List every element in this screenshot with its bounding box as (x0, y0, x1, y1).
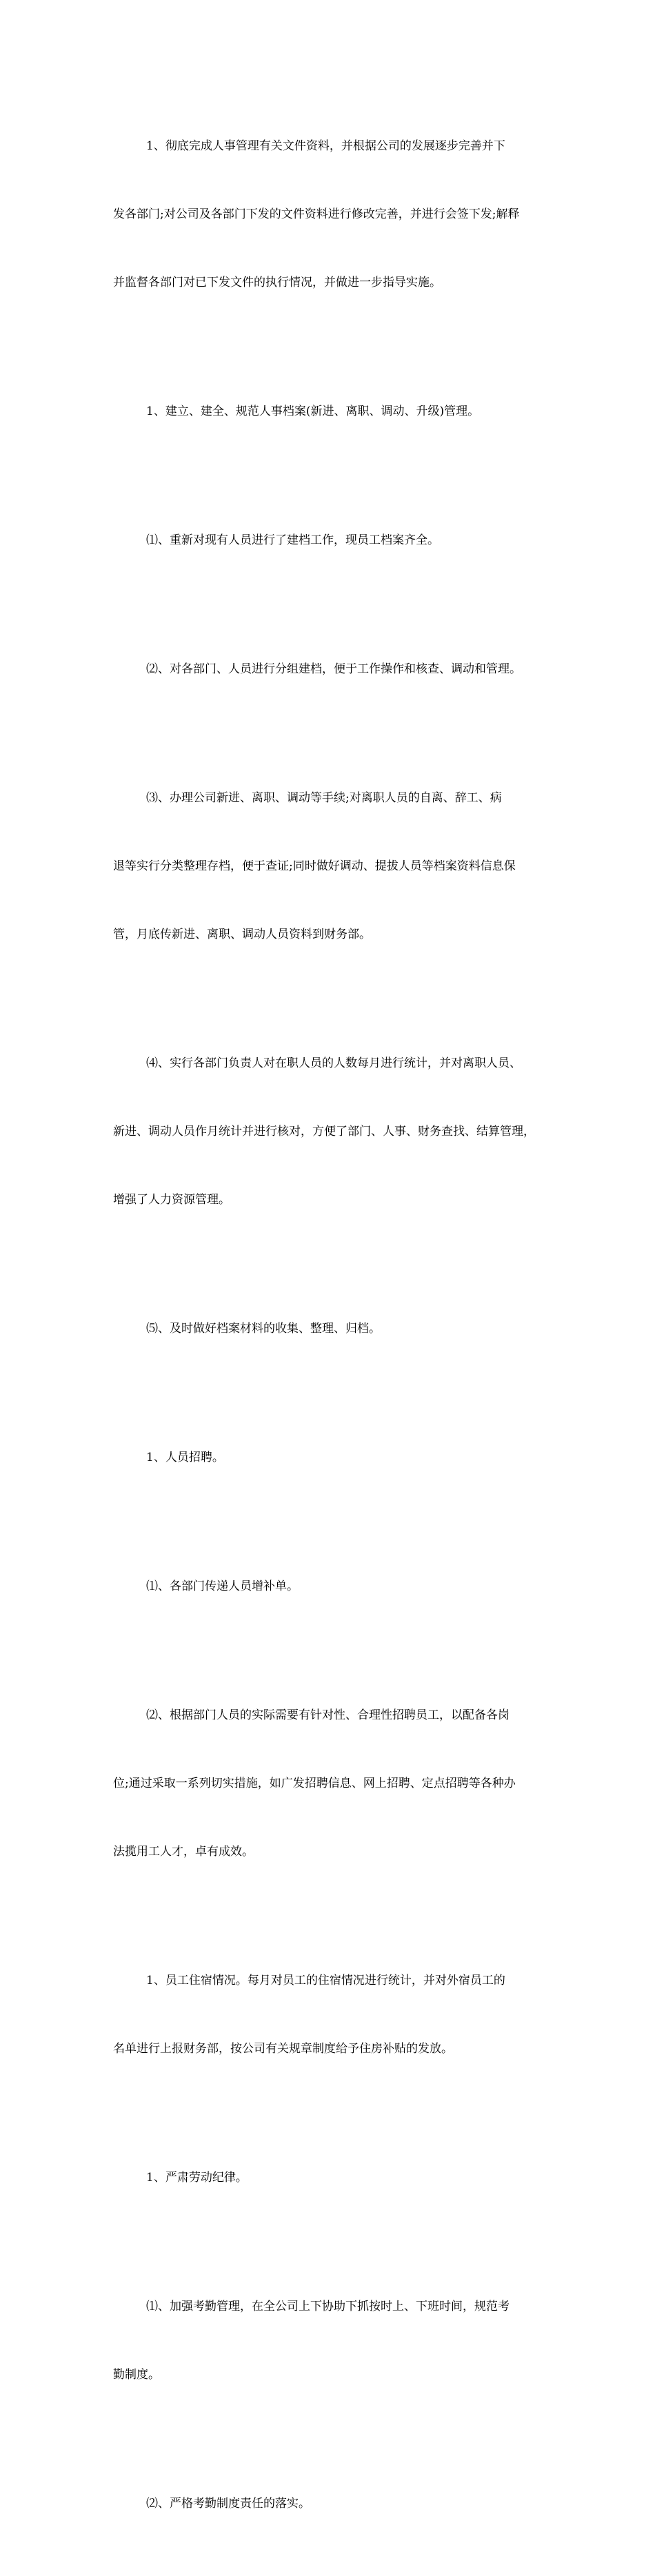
document-body (113, 90, 561, 2576)
text-line: 法揽用工人才，卓有成效。 (113, 1845, 254, 1859)
paragraph (113, 2250, 561, 2432)
paragraph (113, 1007, 561, 1257)
text-line: 1、严肃劳动纪律。 (146, 2171, 248, 2185)
paragraph (113, 613, 561, 726)
text-line: 勤制度。 (113, 2368, 160, 2382)
text-line: 1、建立、建全、规范人事档案(新进、离职、调动、升级)管理。 (146, 405, 480, 418)
text-line: ⑸、及时做好档案材料的收集、整理、归档。 (146, 1322, 381, 1336)
text-line: 新进、调动人员作月统计并进行核对，方便了部门、人事、财务查找、结算管理， (113, 1125, 535, 1138)
paragraph (113, 1401, 561, 1515)
text-line: ⑶、办理公司新进、离职、调动等手续;对离职人员的自离、辞工、病 (146, 791, 502, 805)
text-line: 管，月底传新进、离职、调动人员资料到财务部。 (113, 928, 371, 941)
paragraph (113, 1659, 561, 1909)
text-line: ⑵、对各部门、人员进行分组建档，便于工作操作和核查、调动和管理。 (146, 662, 521, 676)
paragraph (113, 1530, 561, 1644)
paragraph (113, 484, 561, 597)
text-line: 增强了人力资源管理。 (113, 1193, 230, 1207)
text-line: 名单进行上报财务部，按公司有关规章制度给予住房补贴的发放。 (113, 2042, 453, 2056)
paragraph (113, 90, 561, 340)
text-line: 并监督各部门对已下发文件的执行情况，并做进一步指导实施。 (113, 276, 441, 289)
paragraph (113, 2447, 561, 2561)
text-line: ⑴、重新对现有人员进行了建档工作，现员工档案齐全。 (146, 533, 439, 547)
text-line: 1、彻底完成人事管理有关文件资料，并根据公司的发展逐步完善并下 (146, 139, 505, 153)
text-line: ⑷、实行各部门负责人对在职人员的人数每月进行统计，并对离职人员、 (146, 1056, 521, 1070)
text-line: ⑴、加强考勤管理，在全公司上下协助下抓按时上、下班时间，规范考 (146, 2300, 510, 2313)
text-line: 1、人员招聘。 (146, 1451, 224, 1464)
paragraph (113, 742, 561, 992)
text-line: ⑵、根据部门人员的实际需要有针对性、合理性招聘员工，以配备各岗 (146, 1708, 510, 1722)
text-line: 退等实行分类整理存档，便于查证;同时做好调动、提拔人员等档案资料信息保 (113, 859, 516, 873)
text-line: ⑵、严格考勤制度责任的落实。 (146, 2497, 310, 2511)
text-line: 发各部门;对公司及各部门下发的文件资料进行修改完善，并进行会签下发;解释 (113, 207, 520, 221)
text-line: ⑴、各部门传递人员增补单。 (146, 1580, 299, 1593)
paragraph (113, 1272, 561, 1386)
paragraph (113, 1924, 561, 2106)
text-line: 1、员工住宿情况。每月对员工的住宿情况进行统计，并对外宿员工的 (146, 1974, 505, 1987)
paragraph (113, 2121, 561, 2235)
text-line: 位;通过采取一系列切实措施，如广发招聘信息、网上招聘、定点招聘等各种办 (113, 1777, 516, 1790)
paragraph (113, 355, 561, 469)
